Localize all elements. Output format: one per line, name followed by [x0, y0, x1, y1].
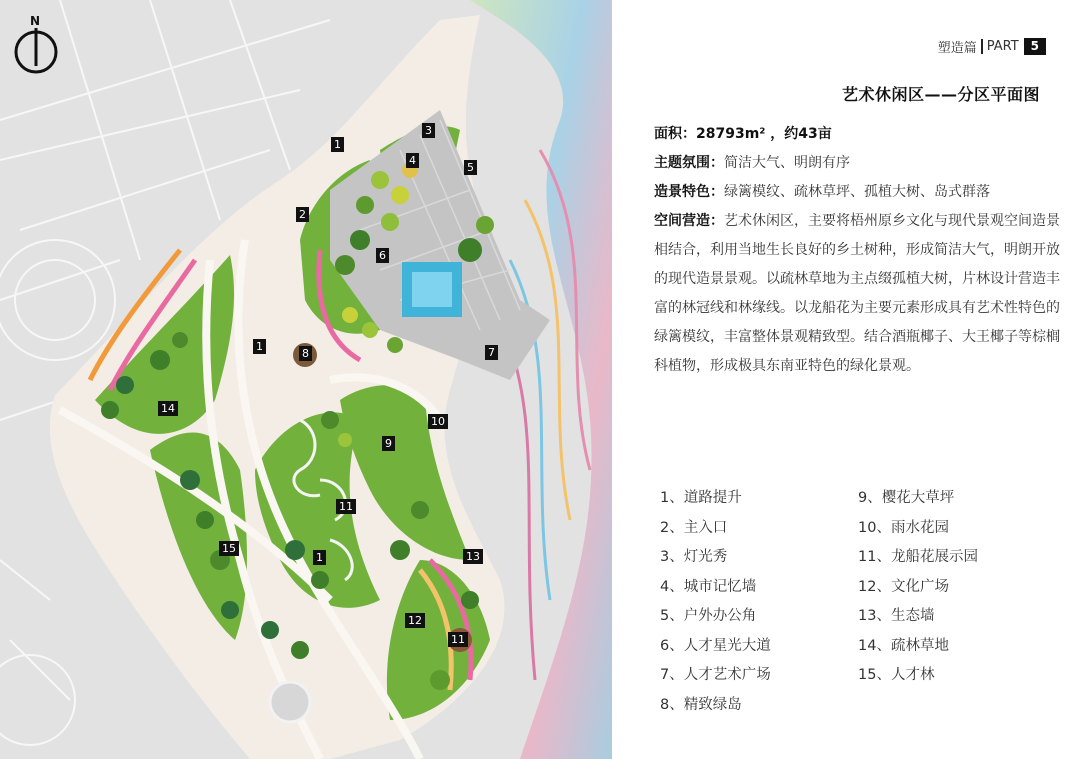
section-title: 艺术休闲区——分区平面图 — [841, 85, 1040, 104]
map-label: 7 — [485, 345, 498, 360]
map-label: 3 — [422, 123, 435, 138]
legend-item: 4、城市记忆墙 — [660, 578, 757, 595]
map-label: 9 — [382, 436, 395, 451]
area-value: 28793m² ，约43亩 — [696, 126, 832, 142]
map-label: 11 — [336, 499, 356, 514]
map-label: 1 — [313, 550, 326, 565]
map-label: 1 — [253, 339, 266, 354]
compass-icon — [12, 14, 60, 76]
part-number: 5 — [1024, 38, 1046, 55]
area-line — [654, 120, 1069, 149]
map-label: 8 — [299, 346, 312, 361]
space-paragraph — [654, 207, 1069, 381]
map-label: 5 — [464, 160, 477, 175]
north-arrow — [12, 14, 60, 76]
chapter-name: 塑造篇 — [937, 41, 977, 56]
legend-item: 11、龙船花展示园 — [858, 549, 978, 565]
legend-item: 7、人才艺术广场 — [660, 667, 771, 683]
space-label: 空间营造： — [654, 213, 724, 229]
feature-line — [654, 178, 1069, 207]
part-header — [938, 37, 1046, 56]
legend-item: 6、人才星光大道 — [660, 637, 771, 654]
map-label: 11 — [448, 632, 468, 647]
theme-label: 主题氛围： — [654, 155, 724, 171]
legend-item: 10、雨水花园 — [858, 519, 949, 536]
legend-column-right — [858, 484, 978, 691]
map-label: 10 — [428, 414, 448, 429]
map-label: 1 — [331, 137, 344, 152]
part-label: PART — [986, 39, 1019, 54]
feature-label: 造景特色： — [654, 184, 724, 200]
space-value: 艺术休闲区，主要将梧州原乡文化与现代景观空间造景相结合，利用当地生长良好的乡土树种，形成简洁大气，明朗开放的现代造景景观。以疏林草地为主点缀孤植大树，片林设计营造丰富的林冠线和林缘线。以龙船花为主要元素形成具有艺术性特色的绿篱模纹，丰富整体景观精致型。结合酒瓶椰子、大王椰子等棕榈科植物，形成极具东南亚特色的绿化景观。 — [654, 213, 1060, 374]
map-label: 4 — [406, 153, 419, 168]
legend-item: 2、主入口 — [660, 519, 728, 536]
area-label: 面积： — [654, 126, 696, 142]
legend-item: 9、樱花大草坪 — [858, 490, 955, 506]
water-pool-inner — [412, 272, 452, 307]
theme-line — [654, 149, 1069, 178]
theme-value: 简洁大气、明朗有序 — [724, 155, 850, 171]
legend-item: 3、灯光秀 — [660, 549, 728, 565]
map-label: 15 — [219, 541, 239, 556]
header-separator — [981, 39, 983, 54]
map-label: 12 — [405, 613, 425, 628]
legend-item: 5、户外办公角 — [660, 608, 757, 624]
map-label: 14 — [158, 401, 178, 416]
legend-item: 14、疏林草地 — [858, 637, 949, 654]
legend-item: 15、人才林 — [858, 667, 935, 683]
map-label: 2 — [296, 207, 309, 222]
map-label: 6 — [376, 248, 389, 263]
legend-item: 1、道路提升 — [660, 490, 742, 506]
text-panel — [612, 0, 1080, 759]
legend-item: 13、生态墙 — [858, 608, 935, 624]
legend-item: 12、文化广场 — [858, 578, 949, 595]
legend-column-left — [660, 484, 771, 720]
feature-value: 绿篱模纹、疏林草坪、孤植大树、岛式群落 — [724, 184, 990, 200]
zone-description — [654, 120, 1069, 381]
map-label: 13 — [463, 549, 483, 564]
north-letter: N — [30, 14, 41, 28]
legend-item: 8、精致绿岛 — [660, 696, 742, 713]
bottom-circle-plaza — [270, 682, 310, 722]
